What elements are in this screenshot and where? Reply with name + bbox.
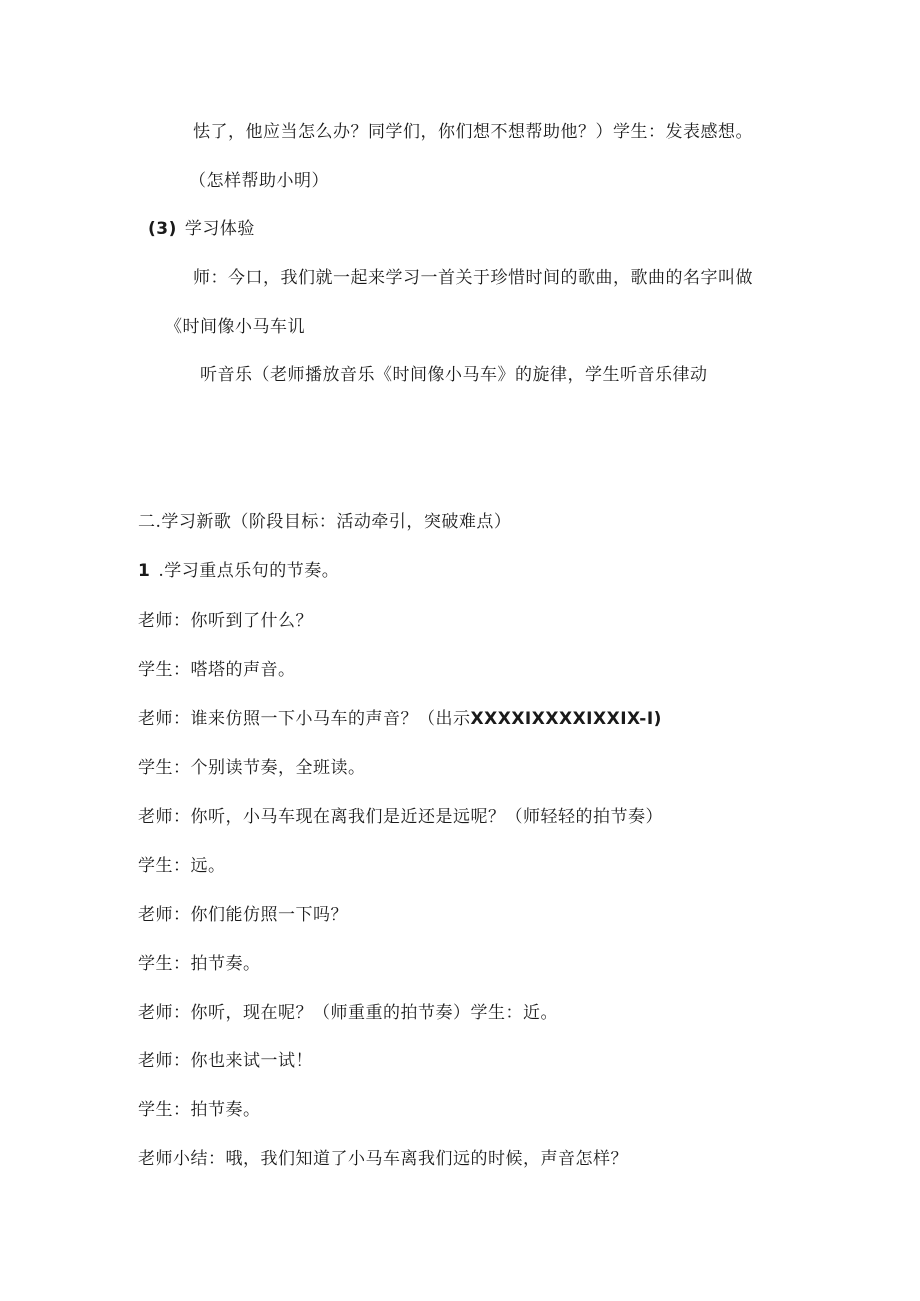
song-title-line: 《时间像小马车讥 xyxy=(165,317,305,337)
section-3-title: 学习体验 xyxy=(184,219,255,239)
dialogue-line xyxy=(138,708,662,730)
intro-line-1: 怯了，他应当怎么办？同学们，你们想不想帮助他？）学生：发表感想。 xyxy=(193,122,753,142)
dialogue-line: 老师：你听，小马车现在离我们是近还是远呢？（师轻轻的拍节奏） xyxy=(138,807,663,827)
rhythm-notation: XXXXIXXXXIXXIX-I) xyxy=(470,709,662,729)
item-1-heading xyxy=(138,560,339,582)
intro-line-2: （怎样帮助小明） xyxy=(189,171,329,191)
dialogue-line: 学生：远。 xyxy=(138,856,226,876)
dialogue-line: 老师：你听到了什么？ xyxy=(138,611,313,631)
item-1-text: .学习重点乐句的节奏。 xyxy=(158,561,340,581)
dialogue-text: 老师：谁来仿照一下小马车的声音？（出示 xyxy=(138,709,471,729)
section-3-heading xyxy=(148,218,255,240)
part-2-heading: 二.学习新歌（阶段目标：活动牵引，突破难点） xyxy=(138,512,512,532)
dialogue-line: 学生：拍节奏。 xyxy=(138,1100,261,1120)
dialogue-line: 老师：你们能仿照一下吗？ xyxy=(138,905,348,925)
dialogue-line: 老师小结：哦，我们知道了小马车离我们远的时候，声音怎样？ xyxy=(138,1149,628,1169)
dialogue-line: 老师：你听，现在呢？（师重重的拍节奏）学生：近。 xyxy=(138,1003,558,1023)
item-1-number: 1 xyxy=(138,561,151,581)
dialogue-line: 老师：你也来试一试！ xyxy=(138,1051,313,1071)
dialogue-line: 学生：嗒塔的声音。 xyxy=(138,660,296,680)
teacher-intro-line: 师：今口，我们就一起来学习一首关于珍惜时间的歌曲，歌曲的名字叫做 xyxy=(193,268,753,288)
section-3-number: (3) xyxy=(148,219,177,239)
dialogue-line: 学生：个别读节奏，全班读。 xyxy=(138,758,366,778)
dialogue-line: 学生：拍节奏。 xyxy=(138,954,261,974)
listen-line: 听音乐（老师播放音乐《时间像小马车》的旋律，学生听音乐律动 xyxy=(200,365,708,385)
